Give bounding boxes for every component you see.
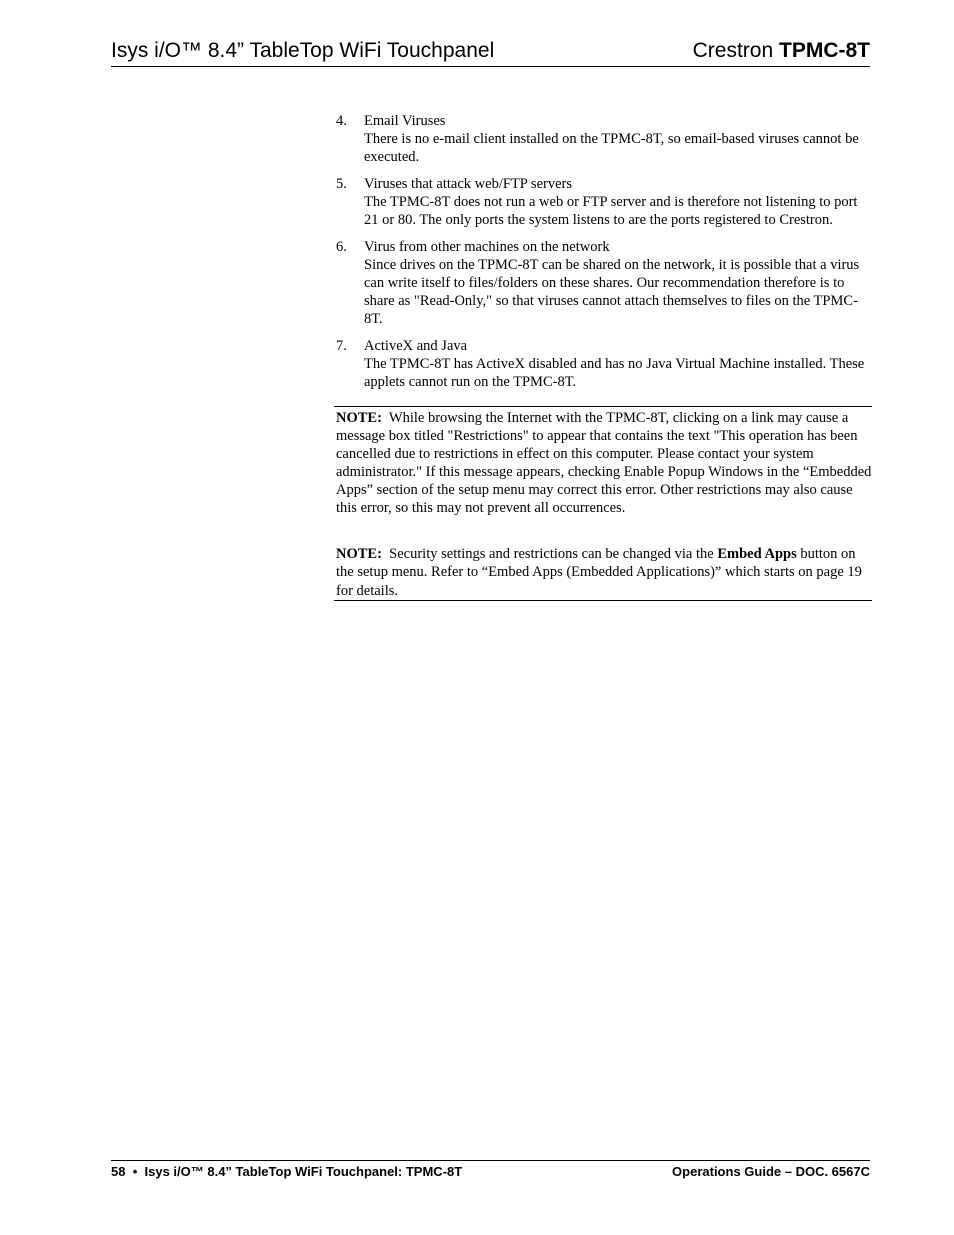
list-item-title: ActiveX and Java xyxy=(364,337,468,354)
list-item xyxy=(336,175,872,229)
page-number: 58 xyxy=(111,1164,126,1179)
list-item-title: Email Viruses xyxy=(364,113,446,129)
note-text-after: button on the setup menu. Refer to “Embed Apps (Embedded Applications)” which starts on page 19 for details. xyxy=(336,546,862,599)
list-item-number: 7. xyxy=(336,337,347,354)
list-item-title: Virus from other machines on the network xyxy=(364,238,610,255)
note-browsing-restrictions xyxy=(336,409,872,518)
list-item-body: The TPMC-8T does not run a web or FTP server and is therefore not listening to port 21 or 80. The only ports the system listens to are the ports registered to Crestron. xyxy=(364,193,858,228)
note-label: NOTE: xyxy=(336,409,382,426)
list-item xyxy=(336,337,872,391)
note-text: While browsing the Internet with the TPMC-8T, clicking on a link may cause a message box titled "Restrictions" to appear that contains the text "This operation has been cancelled due to restrictions in effect on this computer. Please contact your system administrator." If this message appears, checking Enable Popup Windows in the “Embedded Apps” section of the setup menu may correct this error. Other restrictions may also cause this error, so this may not prevent all occurrences. xyxy=(336,409,872,517)
bullet-separator: • xyxy=(132,1164,138,1179)
list-item-body: There is no e-mail client installed on the TPMC-8T, so email-based viruses cannot be executed. xyxy=(364,131,859,166)
list-item xyxy=(336,112,872,166)
header-brand: Crestron xyxy=(692,39,774,62)
header-model: TPMC-8T xyxy=(779,39,870,62)
notes-section xyxy=(334,406,872,601)
list-item-body: Since drives on the TPMC-8T can be shared on the network, it is possible that a virus can write itself to files/folders on these shares. Our recommendation therefore is to share as "Read-Only," so that viruses cannot attach themselves to files on the TPMC-8T. xyxy=(364,256,860,327)
main-content xyxy=(336,112,872,601)
list-item-number: 6. xyxy=(336,238,347,255)
footer-doc-title: Isys i/O™ 8.4” TableTop WiFi Touchpanel: TPMC-8T xyxy=(144,1164,463,1179)
footer-left xyxy=(111,1163,462,1181)
page-footer xyxy=(111,1160,870,1183)
note-label: NOTE: xyxy=(336,546,382,563)
list-item-number: 4. xyxy=(336,113,347,129)
header-brand-model xyxy=(693,38,870,64)
numbered-list xyxy=(336,112,872,391)
page-header xyxy=(111,38,870,67)
list-item-body: The TPMC-8T has ActiveX disabled and has no Java Virtual Machine installed. These applets cannot run on the TPMC-8T. xyxy=(364,355,865,390)
note-text-before: Security settings and restrictions can be changed via the xyxy=(389,546,714,563)
list-item-title: Viruses that attack web/FTP servers xyxy=(364,175,572,192)
list-item xyxy=(336,238,872,328)
note-security-settings xyxy=(336,545,872,599)
header-title: Isys i/O™ 8.4” TableTop WiFi Touchpanel xyxy=(111,39,495,62)
footer-guide: Operations Guide – DOC. 6567C xyxy=(672,1164,870,1179)
list-item-number: 5. xyxy=(336,175,347,192)
embed-apps-term: Embed Apps xyxy=(717,546,797,563)
